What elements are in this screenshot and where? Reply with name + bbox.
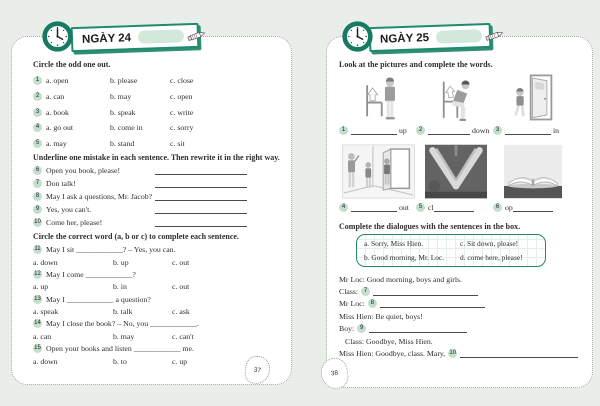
exercise-instruction: Underline one mistake in each sentence. Then rewrite it in the right way.: [33, 153, 280, 163]
option-a: a. book: [46, 107, 69, 117]
caption-row: [339, 201, 582, 214]
option-b: b. may: [113, 331, 135, 341]
option-b: b. speak: [110, 107, 136, 117]
odd-one-out-row: [33, 73, 277, 89]
picture-open-book: [494, 141, 571, 199]
word-caption: 2 down: [416, 124, 493, 137]
item-number-badge: 4: [33, 123, 42, 132]
picture-come-in: [494, 72, 571, 122]
dialogue-line: Class: Goodbye, Miss Hien.: [345, 336, 433, 346]
option-c: c. can't: [172, 331, 194, 341]
exercise-instruction: Circle the correct word (a, b or c) to complete each sentence.: [33, 232, 239, 242]
option-b: b. please: [110, 76, 138, 86]
day-banner: [369, 23, 492, 52]
question-row: [33, 343, 277, 355]
options-row: [33, 305, 277, 317]
answer-line: [155, 205, 247, 214]
page-37: [11, 31, 292, 385]
page-number: 37: [244, 355, 272, 385]
item-number-badge: 3: [33, 108, 42, 117]
item-number-badge: 3: [493, 126, 502, 135]
day-banner: [71, 23, 200, 52]
date-pill: [436, 29, 482, 44]
answer-line: [155, 179, 247, 188]
item-number-badge: 7: [33, 179, 42, 188]
odd-one-out-row: [33, 89, 277, 105]
answer-line: [369, 324, 467, 333]
page-38-content: [327, 37, 592, 360]
box-option-b: b. Good morning, Mr. Loc.: [364, 252, 445, 262]
question-row: [33, 268, 277, 280]
picture-row: [339, 141, 582, 199]
sentence-text: May I ask a questions, Mr. Jacob?: [46, 192, 153, 202]
answer-line: [351, 203, 397, 212]
answer-line: [155, 166, 247, 175]
item-number-badge: 8: [33, 192, 42, 201]
options-row: [33, 355, 277, 367]
dialogue: [339, 273, 582, 360]
item-number-badge: 5: [416, 203, 425, 212]
option-c: c. out: [172, 257, 190, 267]
rewrite-row: [33, 216, 277, 229]
item-number-badge: 11: [34, 246, 41, 253]
option-b: b. in: [113, 282, 127, 292]
option-a: a. up: [33, 282, 49, 292]
sentence-text: Come her, please!: [46, 218, 103, 228]
options-row: [33, 256, 277, 268]
day-label: NGÀY 24: [81, 31, 132, 46]
page-38: [326, 31, 593, 388]
box-option-a: a. Sorry, Miss Hien.: [364, 239, 424, 249]
option-b: b. come in: [110, 123, 143, 133]
question-text: May I sit ____________? – Yes, you can.: [46, 245, 176, 255]
word-caption: 4 out: [339, 201, 416, 214]
word-caption: 1 up: [339, 124, 416, 137]
sentence-text: Open you book, please!: [46, 166, 121, 176]
option-a: a. can: [46, 92, 65, 102]
option-c: c. sit: [170, 139, 185, 149]
option-b: b. up: [113, 257, 129, 267]
picture-stand-up: [340, 72, 417, 122]
caption-row: [339, 124, 582, 137]
date-pill: [138, 29, 184, 44]
option-a: a. may: [46, 139, 67, 149]
question-row: [33, 318, 277, 330]
options-row: [33, 281, 277, 293]
rewrite-row: [33, 164, 277, 177]
options-row: [33, 330, 277, 342]
option-b: b. to: [113, 356, 127, 366]
item-number-badge: 2: [33, 92, 42, 101]
item-number-badge: 13: [34, 295, 41, 302]
option-c: c. open: [170, 92, 193, 102]
odd-one-out-row: [33, 104, 277, 120]
option-c: c. sorry: [170, 123, 194, 133]
item-number-badge: 1: [339, 126, 348, 135]
question-text: May I come ____________?: [46, 269, 136, 279]
option-a: a. speak: [33, 307, 59, 317]
item-number-badge: 12: [34, 270, 41, 277]
rewrite-row: [33, 203, 277, 216]
question-row: [33, 243, 277, 255]
dialogue-line: Miss Hien: Goodbye, class. Mary, 10: [339, 347, 582, 359]
item-number-badge: 10: [449, 350, 457, 357]
day-label: NGÀY 25: [379, 31, 430, 46]
exercise-instruction: Look at the pictures and complete the words.: [339, 60, 493, 69]
answer-line: [155, 192, 247, 201]
item-number-badge: 1: [33, 76, 42, 85]
dialogue-line: Mr Loc: Good morning, boys and girls.: [339, 274, 463, 284]
option-c: c. out: [172, 282, 190, 292]
option-b: b. talk: [113, 307, 133, 317]
sentence-text: Don talk!: [46, 179, 76, 189]
question-text: Open your books and listen ____________ me.: [46, 344, 194, 354]
item-number-badge: 6: [493, 203, 502, 212]
picture-close-book: [417, 141, 494, 199]
item-number-badge: 15: [34, 345, 41, 352]
picture-go-out: [340, 141, 417, 199]
item-number-badge: 9: [357, 324, 366, 333]
box-option-c: c. Sit down, please!: [460, 239, 519, 249]
item-number-badge: 10: [34, 219, 41, 226]
option-c: c. up: [172, 356, 188, 366]
sentence-text: Yes, you can't.: [46, 205, 92, 215]
answer-line: [460, 349, 578, 358]
option-c: c. ask: [172, 307, 190, 317]
item-number-badge: 6: [33, 166, 42, 175]
answer-line: [428, 126, 470, 135]
answer-line: [380, 299, 485, 308]
option-a: a. open: [46, 76, 69, 86]
answer-line: [505, 126, 551, 135]
question-text: May I ____________ a question?: [46, 294, 151, 304]
option-b: b. may: [110, 92, 132, 102]
item-number-badge: 2: [416, 126, 425, 135]
option-b: b. stand: [110, 139, 135, 149]
box-option-d: d. come here, please!: [460, 252, 523, 262]
clock-icon: [41, 20, 74, 53]
option-a: a. down: [33, 356, 58, 366]
option-c: c. close: [170, 76, 194, 86]
dialogue-line: Boy: 9: [339, 323, 582, 335]
question-text: May I close the book? – No, you ____________.: [46, 319, 199, 329]
answer-line: [513, 203, 553, 212]
option-a: a. go out: [46, 123, 74, 133]
item-number-badge: 4: [339, 203, 348, 212]
dialogue-line: Class: 7: [339, 285, 582, 297]
answer-line: [351, 126, 397, 135]
dialogue-line: Mr Loc: 8: [339, 298, 582, 310]
item-number-badge: 5: [33, 139, 42, 148]
item-number-badge: 8: [368, 299, 377, 308]
sentence-box: [356, 234, 546, 267]
answer-line: [155, 218, 247, 227]
rewrite-row: [33, 190, 277, 203]
question-row: [33, 293, 277, 305]
option-c: c. write: [170, 107, 194, 117]
item-number-badge: 9: [33, 205, 42, 214]
word-caption: 5 cl: [416, 201, 493, 214]
exercise-instruction: Circle the odd one out.: [33, 60, 111, 69]
rewrite-row: [33, 177, 277, 190]
picture-row: [339, 72, 582, 122]
clock-icon: [341, 20, 374, 53]
word-caption: 3 in: [493, 124, 570, 137]
dialogue-line: Miss Hien: Be quiet, boys!: [339, 311, 423, 321]
picture-sit-down: [417, 72, 494, 122]
answer-line: [373, 287, 478, 296]
word-caption: 6 op: [493, 201, 570, 214]
answer-line: [434, 203, 474, 212]
item-number-badge: 14: [34, 320, 41, 327]
odd-one-out-row: [33, 120, 277, 136]
item-number-badge: 7: [361, 287, 370, 296]
option-a: a. down: [33, 257, 58, 267]
odd-one-out-row: [33, 136, 277, 152]
page-number: 38: [319, 356, 350, 390]
option-a: a. can: [33, 331, 52, 341]
page-37-content: [12, 37, 291, 367]
exercise-instruction: Complete the dialogues with the sentences in the box.: [339, 222, 521, 231]
